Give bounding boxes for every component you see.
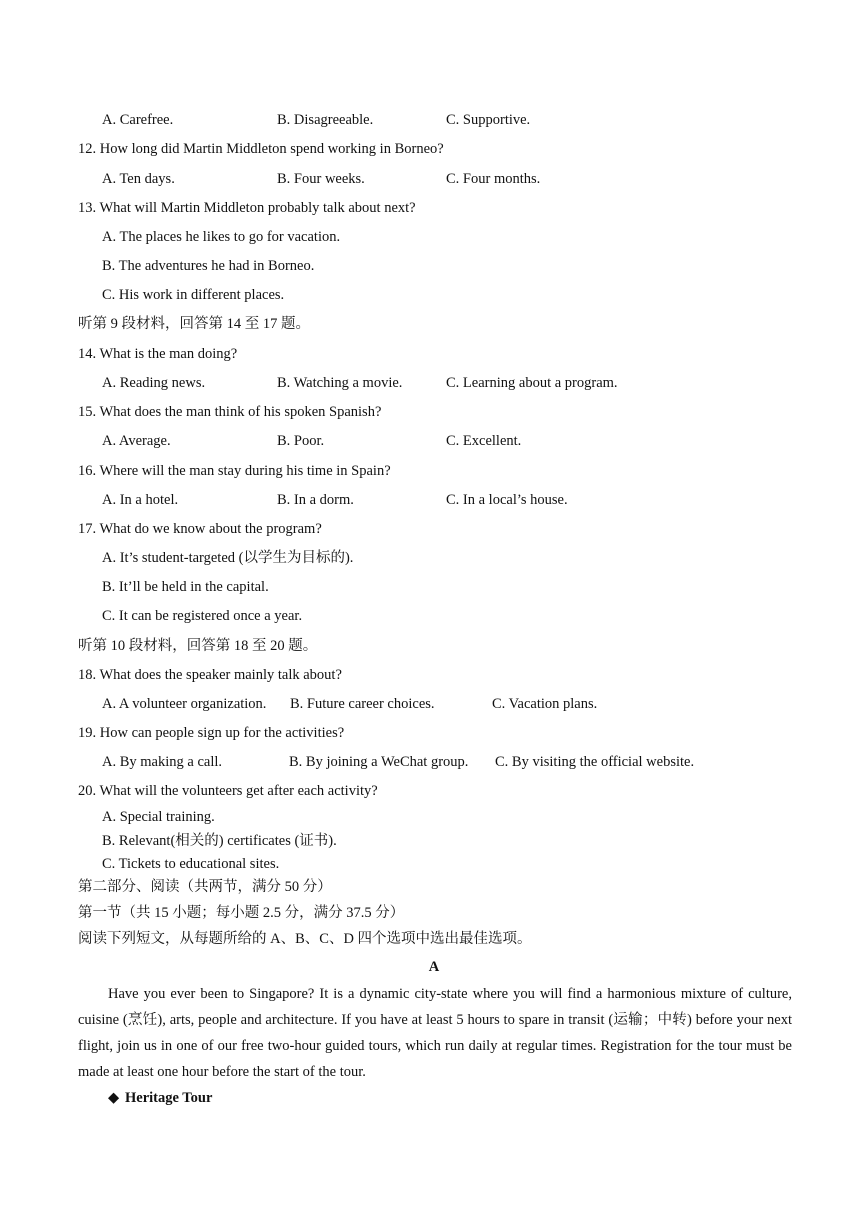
q18-option-b: B. Future career choices. [290, 696, 435, 712]
q18-option-c: C. Vacation plans. [492, 696, 598, 712]
q14-stem-text: 14. What is the man doing? [78, 346, 238, 362]
q17-option-c: C. It can be registered once a year. [102, 608, 303, 624]
q19-option-c: C. By visiting the official website. [495, 754, 695, 770]
q12-option-a: A. Ten days. [102, 171, 175, 187]
q17-stem-text: 17. What do we know about the program? [78, 521, 322, 537]
q13-option-b: B. The adventures he had in Borneo. [102, 258, 315, 274]
q17-option-a: A. It’s student-targeted (以学生为目标的). [102, 550, 354, 566]
q18-stem-text: 18. What does the speaker mainly talk about? [78, 667, 342, 683]
part-2-title-text: 第二部分、阅读（共两节，满分 50 分） [78, 879, 332, 895]
q15-stem-text: 15. What does the man think of his spoken Spanish? [78, 404, 382, 420]
q13-stem-text: 13. What will Martin Middleton probably talk about next? [78, 200, 416, 216]
q11-option-c: C. Supportive. [446, 112, 531, 128]
q14-option-a: A. Reading news. [102, 375, 206, 391]
q20-option-b: B. Relevant(相关的) certificates (证书). [102, 833, 337, 849]
q17-option-b: B. It’ll be held in the capital. [102, 579, 269, 595]
q12-option-c: C. Four months. [446, 171, 541, 187]
q20-stem-text: 20. What will the volunteers get after each activity? [78, 783, 378, 799]
q12-option-b: B. Four weeks. [277, 171, 365, 187]
diamond-bullet-icon: ◆ [108, 1090, 120, 1106]
q15-option-b: B. Poor. [277, 433, 325, 449]
q14-option-c: C. Learning about a program. [446, 375, 618, 391]
passage-label: A [428, 959, 440, 975]
q15-option-c: C. Excellent. [446, 433, 522, 449]
q14-option-b: B. Watching a movie. [277, 375, 403, 391]
q13-option-c: C. His work in different places. [102, 287, 285, 303]
part-2-instruction-text: 阅读下列短文，从每题所给的 A、B、C、D 四个选项中选出最佳选项。 [78, 931, 532, 947]
q11-option-b: B. Disagreeable. [277, 112, 374, 128]
part-2-section-1-text: 第一节（共 15 小题；每小题 2.5 分，满分 37.5 分） [78, 905, 405, 921]
q20-option-c: C. Tickets to educational sites. [102, 856, 280, 872]
q11-option-a: A. Carefree. [102, 112, 174, 128]
q19-option-b: B. By joining a WeChat group. [289, 754, 469, 770]
q20-option-a: A. Special training. [102, 809, 215, 825]
passage-paragraph: Have you ever been to Singapore? It is a dynamic city-state where you will find a harmonious mixture of culture, cuisine (烹饪), arts, people and architecture. If you have at least 5 hours to spare in transit (运输；中转) before your next flight, join us in one of our free two-hour guided tours, which run daily at regular times. Registration for the tour must be made at least one hour before the start of the tour. [78, 986, 792, 1080]
q15-option-a: A. Average. [102, 433, 171, 449]
section-10-text: 听第 10 段材料，回答第 18 至 20 题。 [78, 638, 318, 654]
q16-option-c: C. In a local’s house. [446, 492, 568, 508]
q18-option-a: A. A volunteer organization. [102, 696, 267, 712]
q16-option-b: B. In a dorm. [277, 492, 354, 508]
q13-option-a: A. The places he likes to go for vacation. [102, 229, 341, 245]
q12-stem-text: 12. How long did Martin Middleton spend working in Borneo? [78, 141, 444, 157]
heritage-tour-heading-text: Heritage Tour [125, 1090, 213, 1106]
q16-stem-text: 16. Where will the man stay during his time in Spain? [78, 463, 391, 479]
q19-stem-text: 19. How can people sign up for the activities? [78, 725, 345, 741]
q19-option-a: A. By making a call. [102, 754, 223, 770]
q16-option-a: A. In a hotel. [102, 492, 179, 508]
section-9-text: 听第 9 段材料，回答第 14 至 17 题。 [78, 316, 310, 332]
